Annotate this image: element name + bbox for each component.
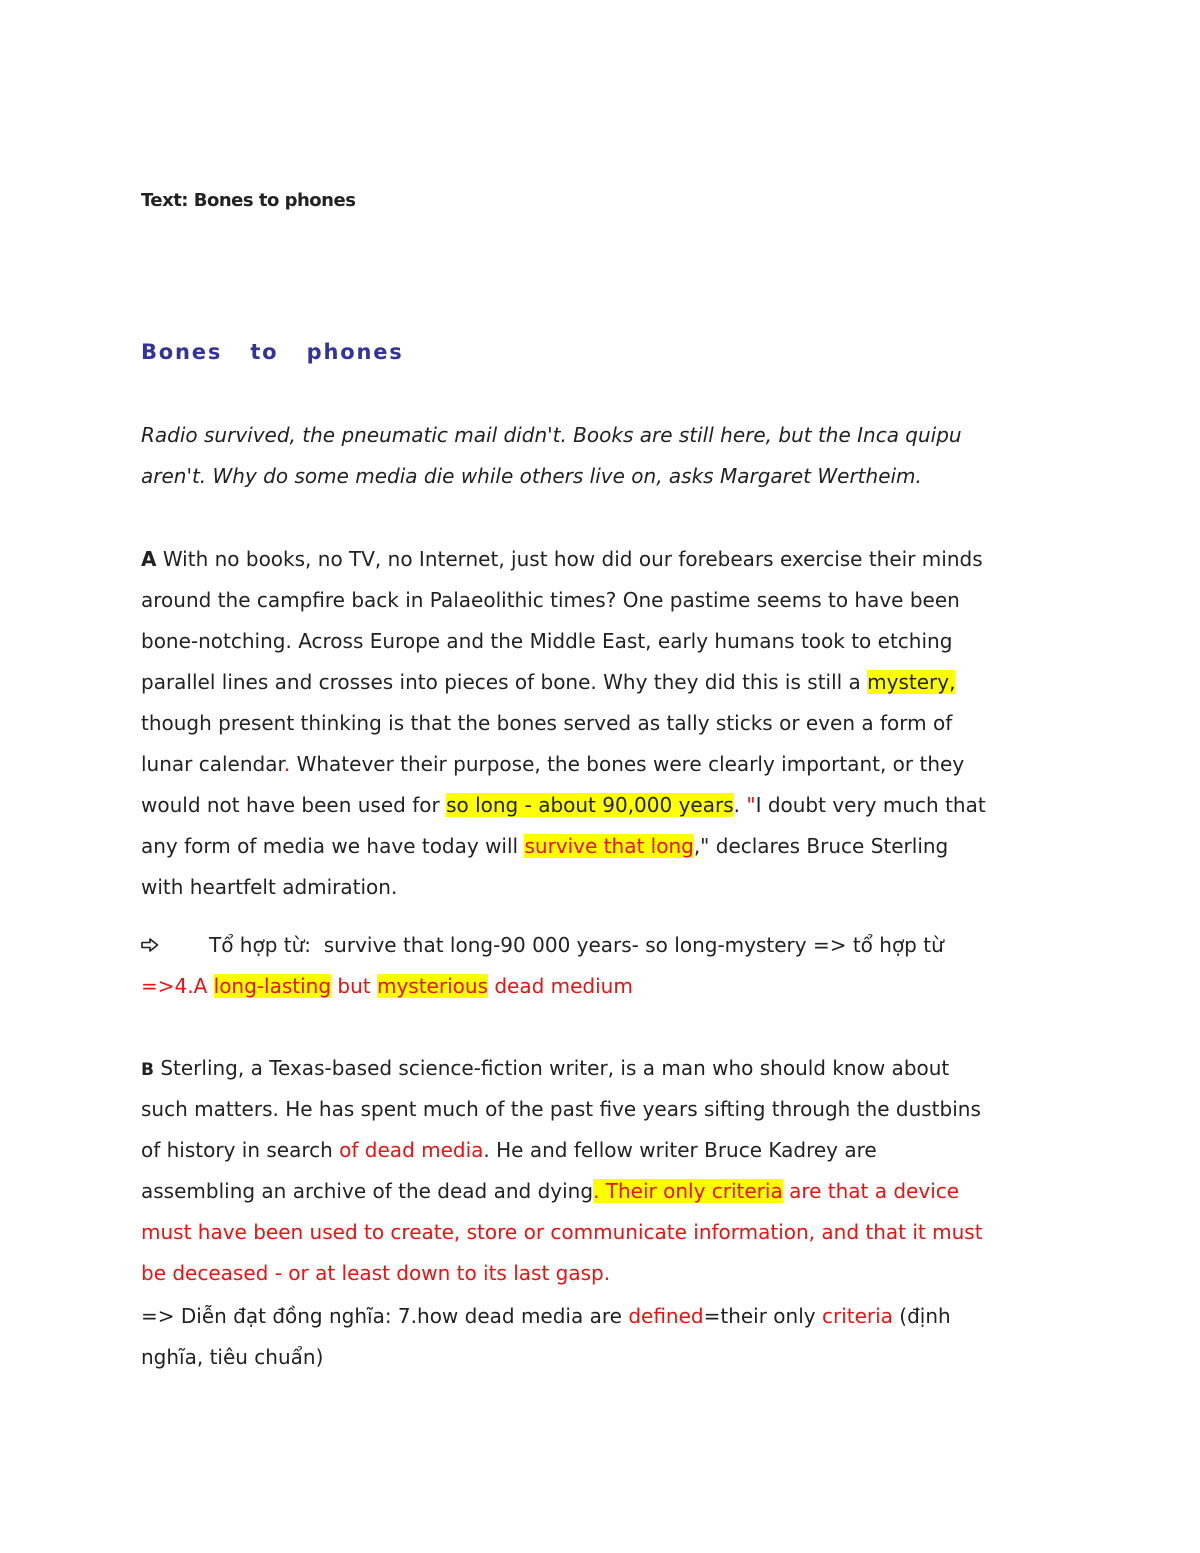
- red-period: .: [283, 752, 291, 776]
- paragraph-letter-a: A: [141, 547, 157, 571]
- para-a-line-6: [141, 744, 1071, 785]
- para-a-line-2: around the campfire back in Palaeolithic times? One pastime seems to have been: [141, 588, 960, 612]
- para-a-line-3: bone-notching. Across Europe and the Middle East, early humans took to etching: [141, 629, 953, 653]
- para-a-line-7: [141, 785, 1071, 826]
- answer-mid: but: [331, 974, 377, 998]
- note-line: [141, 925, 1071, 966]
- para-b-text-4: assembling an archive of the dead and dying: [141, 1179, 594, 1203]
- para-a-text-7c: I doubt very much that: [755, 793, 986, 817]
- answer-line: [141, 966, 1071, 1007]
- para-b-line-5: must have been used to create, store or communicate information, and that it must: [141, 1220, 983, 1244]
- arrow-right-icon: [141, 938, 159, 952]
- para-a-text-1: With no books, no TV, no Internet, just how did our forebears exercise their minds: [156, 547, 983, 571]
- note-text: Tổ hợp từ: survive that long-90 000 years- so long-mystery => tổ hợp từ: [209, 933, 944, 957]
- para-b-line-6: be deceased - or at least down to its last gasp.: [141, 1261, 611, 1285]
- para-b-line-4: [141, 1171, 1071, 1212]
- para-a-line-4: [141, 662, 1071, 703]
- para-b-text-1: Sterling, a Texas-based science-fiction writer, is a man who should know about: [153, 1056, 950, 1080]
- answer-prefix: =>4.A: [141, 974, 214, 998]
- para-b-line-3: [141, 1130, 1071, 1171]
- red-dead-media: of dead media: [339, 1138, 484, 1162]
- para-a-line-8: [141, 826, 1071, 867]
- para-a-text-6: lunar calendar: [141, 752, 284, 776]
- document-label: Text: Bones to phones: [141, 190, 356, 211]
- red-quote: ": [746, 793, 756, 817]
- para-b-text-3b: . He and fellow writer Bruce Kadrey are: [483, 1138, 877, 1162]
- para-a-line-5: though present thinking is that the bones served as tally sticks or even a form of: [141, 711, 953, 735]
- synonym-line-2: nghĩa, tiêu chuẩn): [141, 1345, 324, 1369]
- intro-line-1: Radio survived, the pneumatic mail didn't. Books are still here, but the Inca quipu: [141, 423, 962, 447]
- highlight-so-long: so long - about 90,000 years: [446, 793, 734, 817]
- para-b-text-3: of history in search: [141, 1138, 340, 1162]
- para-a-line-9: with heartfelt admiration.: [141, 875, 398, 899]
- para-a-line-1: [141, 539, 1071, 580]
- highlight-their-only-criteria: . Their only criteria: [593, 1179, 783, 1203]
- synonym-line-1: [141, 1296, 1071, 1337]
- para-b-line-2: such matters. He has spent much of the past five years sifting through the dustbins: [141, 1097, 981, 1121]
- answer-suffix: dead medium: [487, 974, 633, 998]
- red-criteria: criteria: [821, 1304, 893, 1328]
- paragraph-a: [141, 539, 1071, 908]
- article-title: Bones to phones: [141, 340, 404, 364]
- paragraph-letter-b: B: [141, 1060, 154, 1080]
- intro-line-2: aren't. Why do some media die while others live on, asks Margaret Wertheim.: [141, 464, 922, 488]
- intro-paragraph: [141, 415, 1071, 497]
- synonym-text-1: => Diễn đạt đồng nghĩa: 7.how dead media are: [141, 1304, 629, 1328]
- highlight-long-lasting: long-lasting: [213, 974, 332, 998]
- para-a-text-6b: Whatever their purpose, the bones were clearly important, or they: [290, 752, 965, 776]
- para-a-text-7: would not have been used for: [141, 793, 447, 817]
- highlight-mysterious: mysterious: [376, 974, 488, 998]
- para-a-text-7b: .: [733, 793, 747, 817]
- synonym-note: [141, 1296, 1071, 1378]
- red-defined: defined: [628, 1304, 704, 1328]
- highlight-mystery: mystery,: [867, 670, 956, 694]
- answer-note: [141, 925, 1071, 1007]
- synonym-text-1b: =their only: [703, 1304, 822, 1328]
- para-a-text-8b: ," declares Bruce Sterling: [693, 834, 949, 858]
- para-b-line-1: [141, 1048, 1071, 1089]
- synonym-text-1c: (định: [892, 1304, 951, 1328]
- para-a-text-8: any form of media we have today will: [141, 834, 525, 858]
- red-device-text: are that a device: [782, 1179, 960, 1203]
- highlight-survive-that-long: survive that long: [524, 834, 694, 858]
- para-a-text-4: parallel lines and crosses into pieces of bone. Why they did this is still a: [141, 670, 868, 694]
- paragraph-b: [141, 1048, 1071, 1294]
